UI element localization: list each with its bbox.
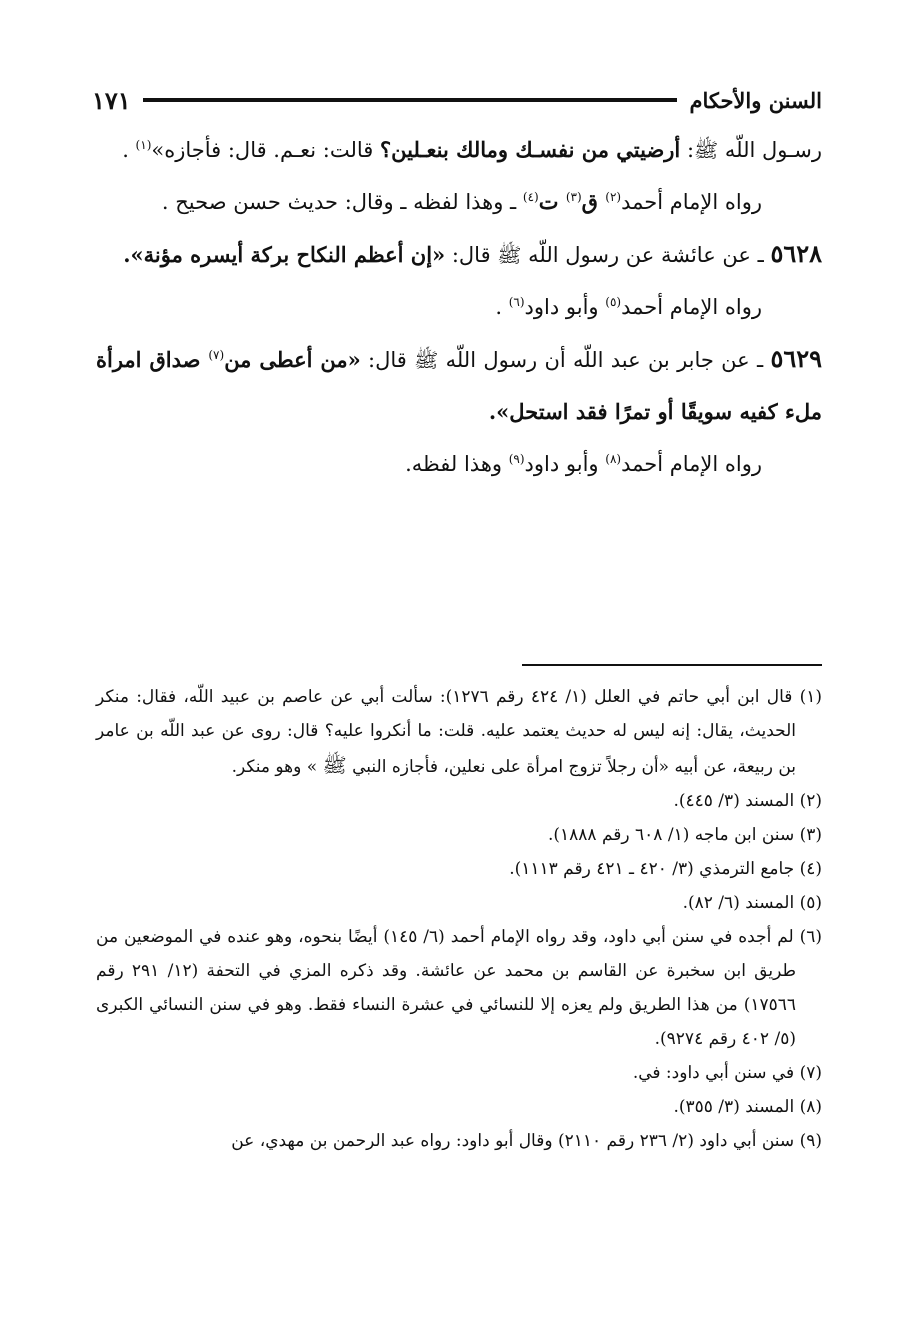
text-run: ـ عن عائشة عن رسول اللّه	[521, 243, 771, 267]
footnotes	[96, 680, 822, 1158]
text-run: قال:	[445, 243, 498, 267]
footnote-ref[interactable]: (٢)	[605, 190, 622, 204]
text-run: .	[122, 138, 136, 162]
hadith-quote: «من أعطى من	[224, 347, 361, 372]
text-run: :	[680, 138, 695, 162]
narration-source	[96, 281, 822, 333]
narration-source	[96, 438, 822, 490]
footnote-ref[interactable]: (٣)	[565, 190, 582, 204]
text-run: وأبو داود	[524, 295, 606, 319]
text-run: » وهو منكر.	[231, 757, 323, 777]
footnote-9: (٩) سنن أبي داود (٢/ ٢٣٦ رقم ٢١١٠) وقال أبو داود: رواه عبد الرحمن بن مهدي، عن	[231, 1131, 822, 1151]
narration-source	[96, 176, 822, 228]
paragraph-continuation	[96, 124, 822, 176]
footnote-4: (٤) جامع الترمذي (٣/ ٤٢٠ ـ ٤٢١ رقم ١١١٣).	[509, 859, 822, 879]
text-run: (١) قال ابن أبي حاتم في العلل (١/ ٤٢٤ رقم ١٢٧٦): سألت أبي عن عاصم بن عبيد اللّه، فقال: منكر الحديث، يقال: إنه ليس له حديث يعتمد عليه. قلت: ما أنكروا عليه؟ قال: روى عن عبد اللّه بن عامر بن ربيعة، عن أبيه «أن رجلاً تزوج امرأة على نعلين، فأجازه النبي	[96, 687, 822, 777]
salawat-glyph: ﷺ	[414, 348, 439, 372]
hadith-5629	[96, 333, 822, 438]
text-run: رواه الإمام أحمد	[621, 452, 762, 476]
footnote-ref[interactable]: (٥)	[605, 295, 622, 309]
hadith-number: ٥٦٢٨	[770, 239, 822, 268]
text-run: ـ عن جابر بن عبد اللّه أن رسول اللّه	[438, 348, 771, 372]
footnote-6: (٦) لم أجده في سنن أبي داود، وقد رواه الإمام أحمد (٦/ ١٤٥) أيضًا بنحوه، وهو عنده في الموضعين من طريق ابن سخبرة عن القاسم بن محمد عن عائشة. وقد ذكره المزي في التحفة (١٢/ ٢٩١ رقم ١٧٥٦٦) من هذا الطريق ولم يعزه إلا للنسائي في عشرة النساء فقط. وهو في سنن النسائي الكبرى (٥/ ٤٠٢ رقم ٩٢٧٤).	[96, 927, 822, 1049]
hadith-quote: صداق امرأة ملء كفيه سويقًا أو تمرًا فقد استحل».	[96, 347, 822, 424]
footnote-8: (٨) المسند (٣/ ٣٥٥).	[673, 1097, 822, 1117]
text-run: .	[495, 295, 509, 319]
footnote-ref[interactable]: (٤)	[522, 190, 539, 204]
hadith-5628	[96, 228, 822, 281]
header-rule	[143, 98, 678, 102]
footnote-ref[interactable]: (٧)	[208, 348, 225, 362]
salawat-glyph: ﷺ	[497, 243, 522, 267]
text-run: وأبو داود	[524, 452, 606, 476]
running-header	[92, 82, 822, 118]
footnote-5: (٥) المسند (٦/ ٨٢).	[682, 893, 822, 913]
text-run: قال:	[360, 348, 415, 372]
main-text	[96, 124, 822, 490]
salawat-glyph: ﷺ	[694, 138, 719, 162]
footnote-3: (٣) سنن ابن ماجه (١/ ٦٠٨ رقم ١٨٨٨).	[547, 825, 822, 845]
footnote-ref[interactable]: (٦)	[508, 295, 525, 309]
hadith-quote: «إن أعظم النكاح بركة أيسره مؤنة».	[123, 242, 446, 267]
page-number: ١٧١	[92, 85, 131, 115]
footnote-7: (٧) في سنن أبي داود: في.	[632, 1063, 822, 1083]
text-run: وهذا لفظه.	[405, 452, 509, 476]
text-run: رواه الإمام أحمد	[621, 190, 762, 214]
text-run: رواه الإمام أحمد	[621, 295, 762, 319]
text-run: ـ وهذا لفظه ـ وقال: حديث حسن صحيح .	[161, 190, 523, 214]
footnote-2: (٢) المسند (٣/ ٤٤٥).	[673, 791, 822, 811]
running-title: السنن والأحكام	[689, 87, 822, 113]
footnote-ref[interactable]: (١)	[135, 138, 152, 152]
hadith-quote: أرضيتي من نفسـك ومالك بنعـلين؟	[379, 137, 681, 162]
salawat-glyph: ﷺ	[322, 753, 347, 777]
footnote-ref[interactable]: (٩)	[508, 452, 525, 466]
footnote-separator	[522, 664, 822, 666]
footnote-1	[96, 680, 822, 784]
text-run: رسـول اللّه	[718, 138, 822, 162]
source-abbrev: ق	[581, 189, 606, 214]
hadith-number: ٥٦٢٩	[770, 344, 823, 373]
footnote-ref[interactable]: (٨)	[605, 452, 622, 466]
source-abbrev: ت	[538, 189, 566, 214]
text-run: قالت: نعـم. قال: فأجازه»	[151, 138, 380, 162]
